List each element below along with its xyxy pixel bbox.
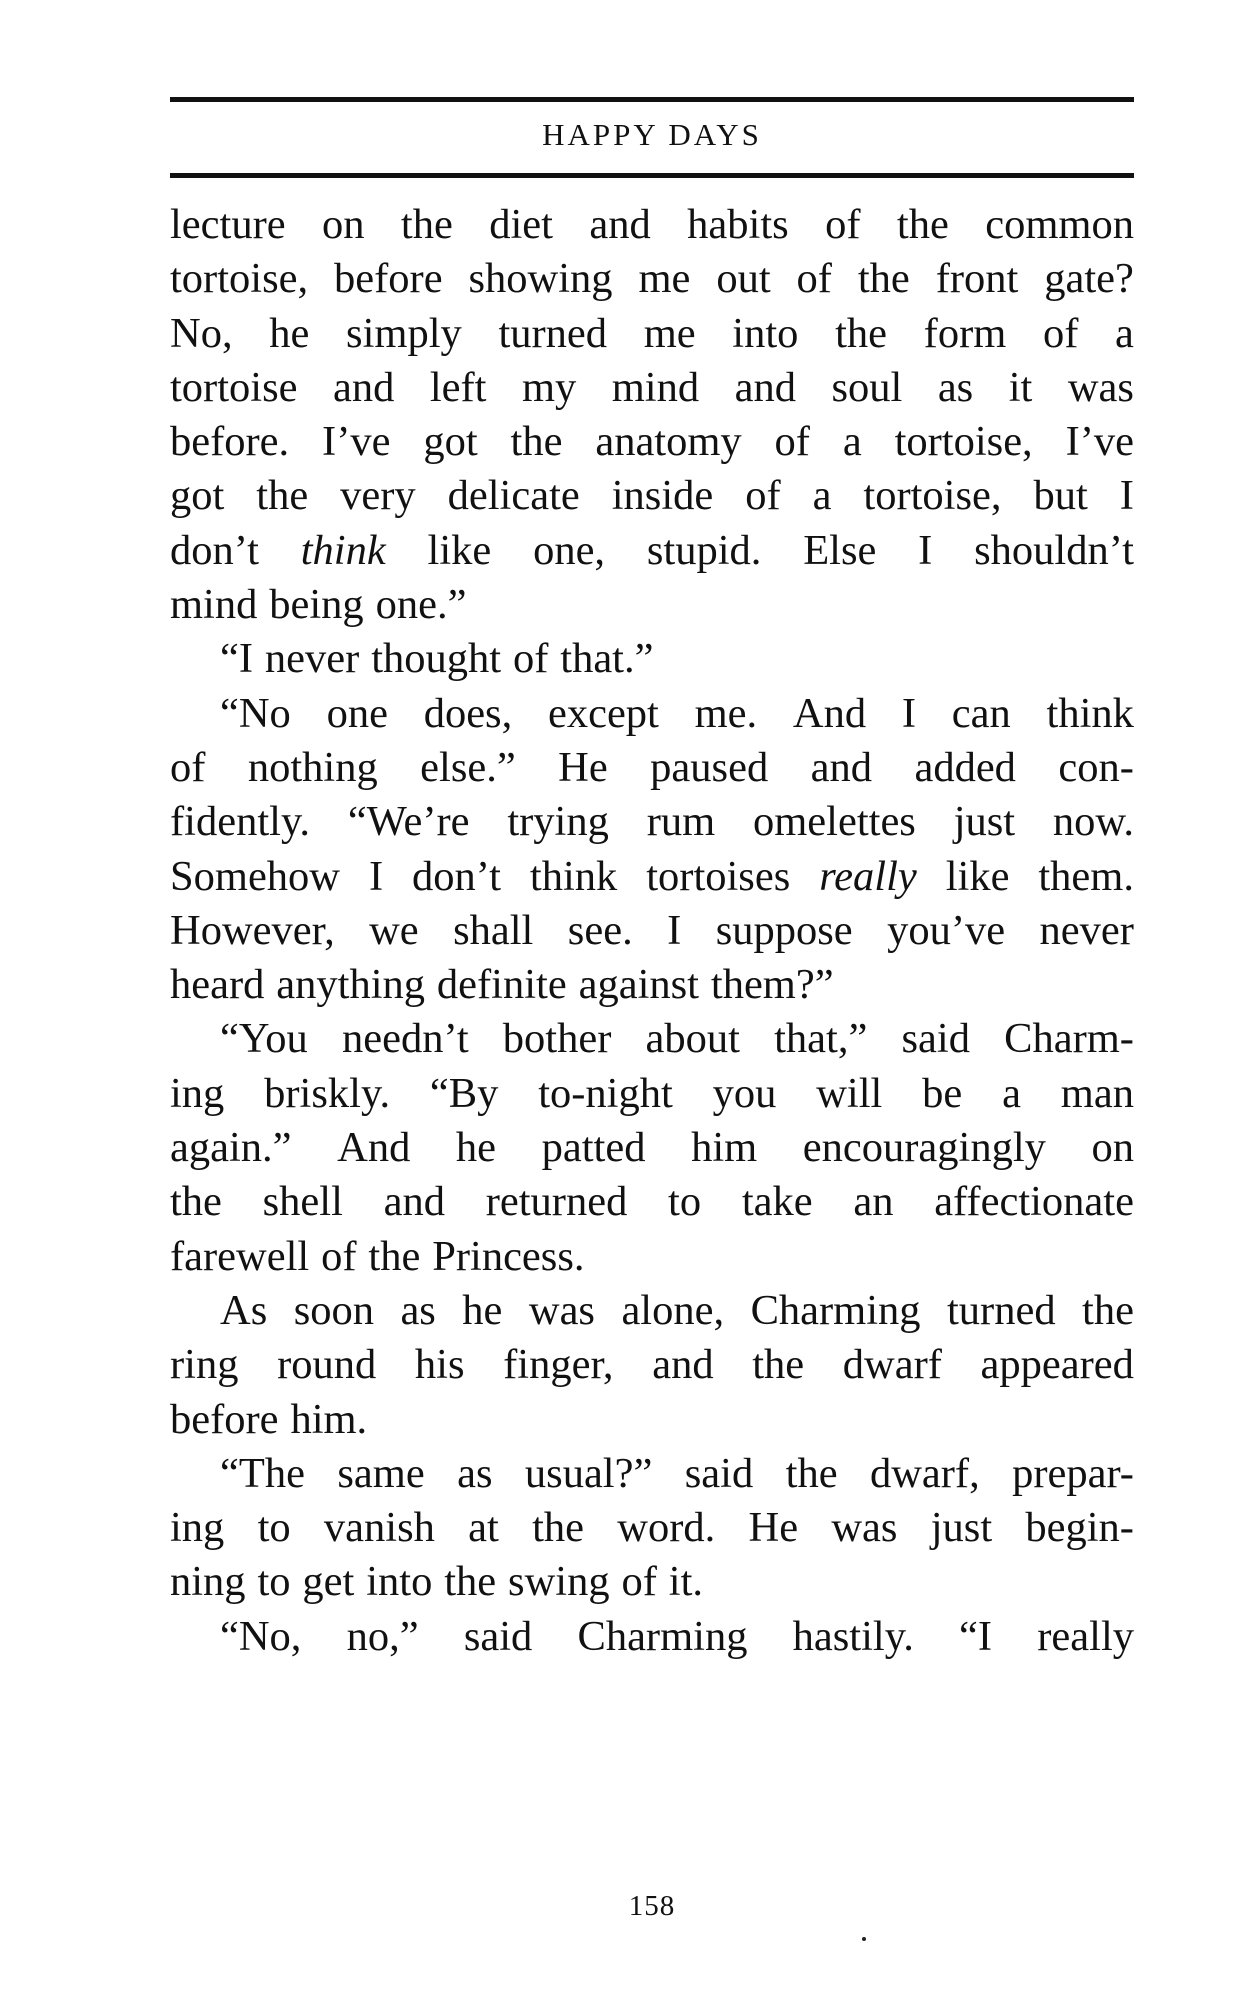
word: before: [334, 255, 443, 303]
word: front: [935, 255, 1019, 303]
word: lecture: [170, 201, 286, 248]
word: However,: [170, 906, 335, 954]
word: take: [741, 1178, 813, 1226]
word: the: [444, 1558, 497, 1606]
word: see.: [567, 906, 633, 954]
word: no,”: [346, 1612, 419, 1660]
text-line: [170, 415, 1134, 469]
text-line: [170, 1121, 1134, 1175]
word: does,: [423, 689, 513, 737]
body-text: [170, 198, 1134, 1664]
word: them?”: [710, 961, 834, 1009]
word: as: [457, 1449, 493, 1497]
word: was: [528, 1286, 595, 1334]
word: think: [1046, 689, 1134, 737]
word: that,”: [774, 1015, 868, 1063]
word: as: [937, 363, 974, 411]
word: the: [170, 1178, 222, 1226]
text-line: [170, 578, 1134, 632]
text-line: [170, 1555, 1134, 1609]
word: word.: [617, 1504, 716, 1552]
word: returned: [485, 1178, 628, 1226]
word: paused: [650, 743, 769, 791]
word: was: [831, 1504, 898, 1552]
word: a: [812, 472, 832, 520]
word: said: [463, 1612, 533, 1660]
word: the: [835, 309, 887, 357]
word: got: [170, 472, 225, 520]
word: and: [589, 201, 651, 248]
text-line: [170, 1393, 1134, 1447]
word: “The: [220, 1449, 305, 1497]
word: fidently.: [170, 798, 311, 846]
word: of: [825, 201, 861, 248]
word: No,: [170, 309, 233, 357]
print-speck: [862, 1937, 866, 1941]
word: he: [455, 1124, 497, 1172]
word: the: [1082, 1286, 1134, 1334]
word: “We’re: [347, 798, 470, 846]
word: tortoises: [646, 852, 791, 900]
word: I: [901, 689, 917, 737]
word: one,: [533, 526, 606, 574]
word: He: [748, 1504, 799, 1552]
word: diet: [489, 201, 553, 248]
word: before.: [170, 418, 290, 466]
text-line: [170, 1338, 1134, 1392]
word: him: [691, 1124, 758, 1172]
word: else.”: [420, 743, 516, 791]
word: very: [340, 472, 416, 520]
running-head: HAPPY DAYS: [542, 117, 762, 152]
text-line: [170, 1447, 1134, 1501]
word: get: [302, 1558, 355, 1606]
word: the: [368, 1232, 421, 1280]
word: ing: [170, 1504, 225, 1552]
word: tortoise,: [863, 472, 1002, 520]
word: “You: [220, 1015, 308, 1063]
text-line: [170, 1501, 1134, 1555]
word: being: [269, 581, 364, 629]
word: just: [930, 1504, 993, 1552]
word: I’ve: [1065, 418, 1134, 466]
word: left: [429, 363, 487, 411]
word: before: [170, 1395, 279, 1443]
word: me.: [694, 689, 758, 737]
word: “By: [429, 1069, 499, 1117]
word: like: [427, 526, 492, 574]
word: soon: [293, 1286, 374, 1334]
word: shouldn’t: [974, 526, 1134, 574]
word: and: [332, 363, 395, 411]
word: and: [810, 743, 873, 791]
word: it: [1008, 363, 1033, 411]
word: ring: [170, 1341, 239, 1389]
word: I: [667, 906, 682, 954]
word: begin-: [1025, 1504, 1134, 1552]
word: “No: [220, 689, 291, 737]
word: the: [785, 1449, 838, 1497]
header-rule-top: [170, 97, 1134, 102]
word: will: [816, 1069, 883, 1117]
text-line: [170, 1067, 1134, 1121]
word: anything: [276, 961, 426, 1009]
word: don’t: [170, 526, 259, 574]
word: patted: [541, 1124, 646, 1172]
word: that.”: [560, 635, 654, 683]
word: of: [774, 418, 810, 466]
text-line: [170, 687, 1134, 741]
word: Somehow: [170, 852, 340, 900]
word: into: [366, 1558, 433, 1606]
word: round: [277, 1341, 377, 1389]
word: needn’t: [341, 1015, 469, 1063]
word: “No,: [220, 1612, 302, 1660]
word: Princess.: [432, 1232, 585, 1280]
header-rule-bottom: [170, 173, 1134, 178]
word: prepar-: [1012, 1449, 1134, 1497]
word: and: [652, 1341, 714, 1389]
word: his: [414, 1341, 465, 1389]
word: vanish: [323, 1504, 435, 1552]
word: Charming: [577, 1612, 748, 1660]
word: trying: [507, 798, 609, 846]
text-line: [170, 904, 1134, 958]
word: con-: [1058, 743, 1134, 791]
word: I: [918, 526, 933, 574]
word: be: [922, 1069, 963, 1117]
word: mind: [611, 363, 700, 411]
word: shall: [453, 906, 534, 954]
word: turned: [947, 1286, 1056, 1334]
word: of: [621, 1558, 657, 1606]
word: really: [1037, 1612, 1134, 1660]
word: a: [1002, 1069, 1021, 1117]
word: one.”: [375, 581, 467, 629]
word: simply: [346, 309, 462, 357]
word: hastily.: [792, 1612, 914, 1660]
word: soul: [831, 363, 903, 411]
word: I: [368, 852, 384, 900]
text-line: [170, 1230, 1134, 1284]
word: Charm-: [1004, 1015, 1134, 1063]
word: common: [985, 201, 1134, 248]
word: of: [1042, 309, 1079, 357]
word: heard: [170, 961, 265, 1009]
text-line: [170, 1284, 1134, 1338]
word: out: [716, 255, 771, 303]
word: shell: [262, 1178, 343, 1226]
word: nothing: [247, 743, 378, 791]
word: tortoise,: [894, 418, 1033, 466]
word: me: [643, 309, 696, 357]
word: against: [578, 961, 699, 1009]
text-line: [170, 307, 1134, 361]
word: to: [257, 1558, 291, 1606]
word: I: [1119, 472, 1134, 520]
word: he: [269, 309, 310, 357]
word: showing: [468, 255, 613, 303]
word: a: [842, 418, 862, 466]
word: appeared: [980, 1341, 1134, 1389]
word: turned: [498, 309, 608, 357]
word: said: [901, 1015, 970, 1063]
text-line: [170, 524, 1134, 578]
word: dwarf,: [869, 1449, 980, 1497]
text-line: [170, 741, 1134, 795]
word: added: [914, 743, 1016, 791]
word: we: [369, 906, 419, 954]
text-line: [170, 198, 1134, 252]
word: think: [529, 852, 618, 900]
word: affectionate: [934, 1178, 1134, 1226]
word: never: [1039, 906, 1134, 954]
word: now.: [1052, 798, 1134, 846]
word: rum: [646, 798, 716, 846]
word: the: [400, 201, 453, 248]
word: dwarf: [842, 1341, 942, 1389]
word: on: [322, 201, 365, 248]
text-line: [170, 850, 1134, 904]
word: a: [1115, 309, 1134, 357]
word: Else: [803, 526, 877, 574]
word: an: [853, 1178, 894, 1226]
word: he: [462, 1286, 503, 1334]
word: me: [638, 255, 691, 303]
word: swing: [508, 1558, 610, 1606]
word: and: [383, 1178, 446, 1226]
word: encouragingly: [802, 1124, 1046, 1172]
word: I’ve: [322, 418, 391, 466]
word: As: [220, 1286, 268, 1334]
word: of: [321, 1232, 357, 1280]
word: except: [547, 689, 659, 737]
word: never: [264, 635, 360, 683]
word: He: [558, 743, 608, 791]
word: “I: [220, 635, 254, 683]
word: again.”: [170, 1124, 292, 1172]
word: farewell: [170, 1232, 310, 1280]
word: to: [257, 1504, 291, 1552]
text-line: [170, 795, 1134, 849]
word: think: [300, 526, 386, 574]
word: definite: [436, 961, 567, 1009]
word: gate?: [1044, 255, 1134, 303]
word: was: [1067, 363, 1134, 411]
word: inside: [611, 472, 714, 520]
word: one: [326, 689, 388, 737]
word: of: [170, 743, 206, 791]
word: the: [857, 255, 910, 303]
word: of: [512, 635, 549, 683]
text-line: [170, 1012, 1134, 1066]
word: habits: [687, 201, 789, 248]
word: stupid.: [646, 526, 762, 574]
word: omelettes: [752, 798, 916, 846]
word: as: [400, 1286, 436, 1334]
word: the: [510, 418, 563, 466]
text-line: [170, 252, 1134, 306]
word: briskly.: [264, 1069, 391, 1117]
word: “I: [959, 1612, 993, 1660]
word: at: [468, 1504, 499, 1552]
word: you: [712, 1069, 777, 1117]
word: And: [337, 1124, 411, 1172]
word: to-night: [538, 1069, 673, 1117]
text-line: [170, 1175, 1134, 1229]
word: into: [732, 309, 799, 357]
text-line: [170, 1610, 1134, 1664]
word: Charming: [750, 1286, 921, 1334]
word: really: [819, 852, 917, 900]
word: ning: [170, 1558, 246, 1606]
word: about: [645, 1015, 740, 1063]
page-number: 158: [628, 1890, 676, 1922]
word: thought: [371, 635, 502, 683]
word: him.: [290, 1395, 368, 1443]
word: anatomy: [595, 418, 742, 466]
word: of: [796, 255, 832, 303]
word: like: [945, 852, 1010, 900]
word: form: [923, 309, 1007, 357]
word: the: [532, 1504, 584, 1552]
word: the: [752, 1341, 805, 1389]
word: suppose: [715, 906, 853, 954]
word: mind: [170, 581, 258, 629]
word: alone,: [621, 1286, 725, 1334]
word: usual?”: [524, 1449, 653, 1497]
word: got: [423, 418, 478, 466]
word: them.: [1038, 852, 1134, 900]
word: you’ve: [887, 906, 1006, 954]
word: the: [896, 201, 949, 248]
word: same: [337, 1449, 425, 1497]
word: but: [1033, 472, 1088, 520]
word: of: [745, 472, 781, 520]
word: to: [668, 1178, 702, 1226]
word: can: [951, 689, 1011, 737]
word: on: [1091, 1124, 1134, 1172]
word: tortoise: [170, 363, 298, 411]
word: the: [256, 472, 309, 520]
word: tortoise,: [170, 255, 309, 303]
text-line: [170, 632, 1134, 686]
word: don’t: [412, 852, 501, 900]
word: said: [684, 1449, 754, 1497]
word: bother: [502, 1015, 612, 1063]
text-line: [170, 469, 1134, 523]
word: my: [521, 363, 577, 411]
word: delicate: [447, 472, 580, 520]
text-line: [170, 958, 1134, 1012]
word: it.: [668, 1558, 704, 1606]
word: ing: [170, 1069, 225, 1117]
word: finger,: [503, 1341, 614, 1389]
word: And: [792, 689, 867, 737]
word: and: [734, 363, 796, 411]
word: just: [953, 798, 1016, 846]
word: man: [1060, 1069, 1134, 1117]
text-line: [170, 361, 1134, 415]
